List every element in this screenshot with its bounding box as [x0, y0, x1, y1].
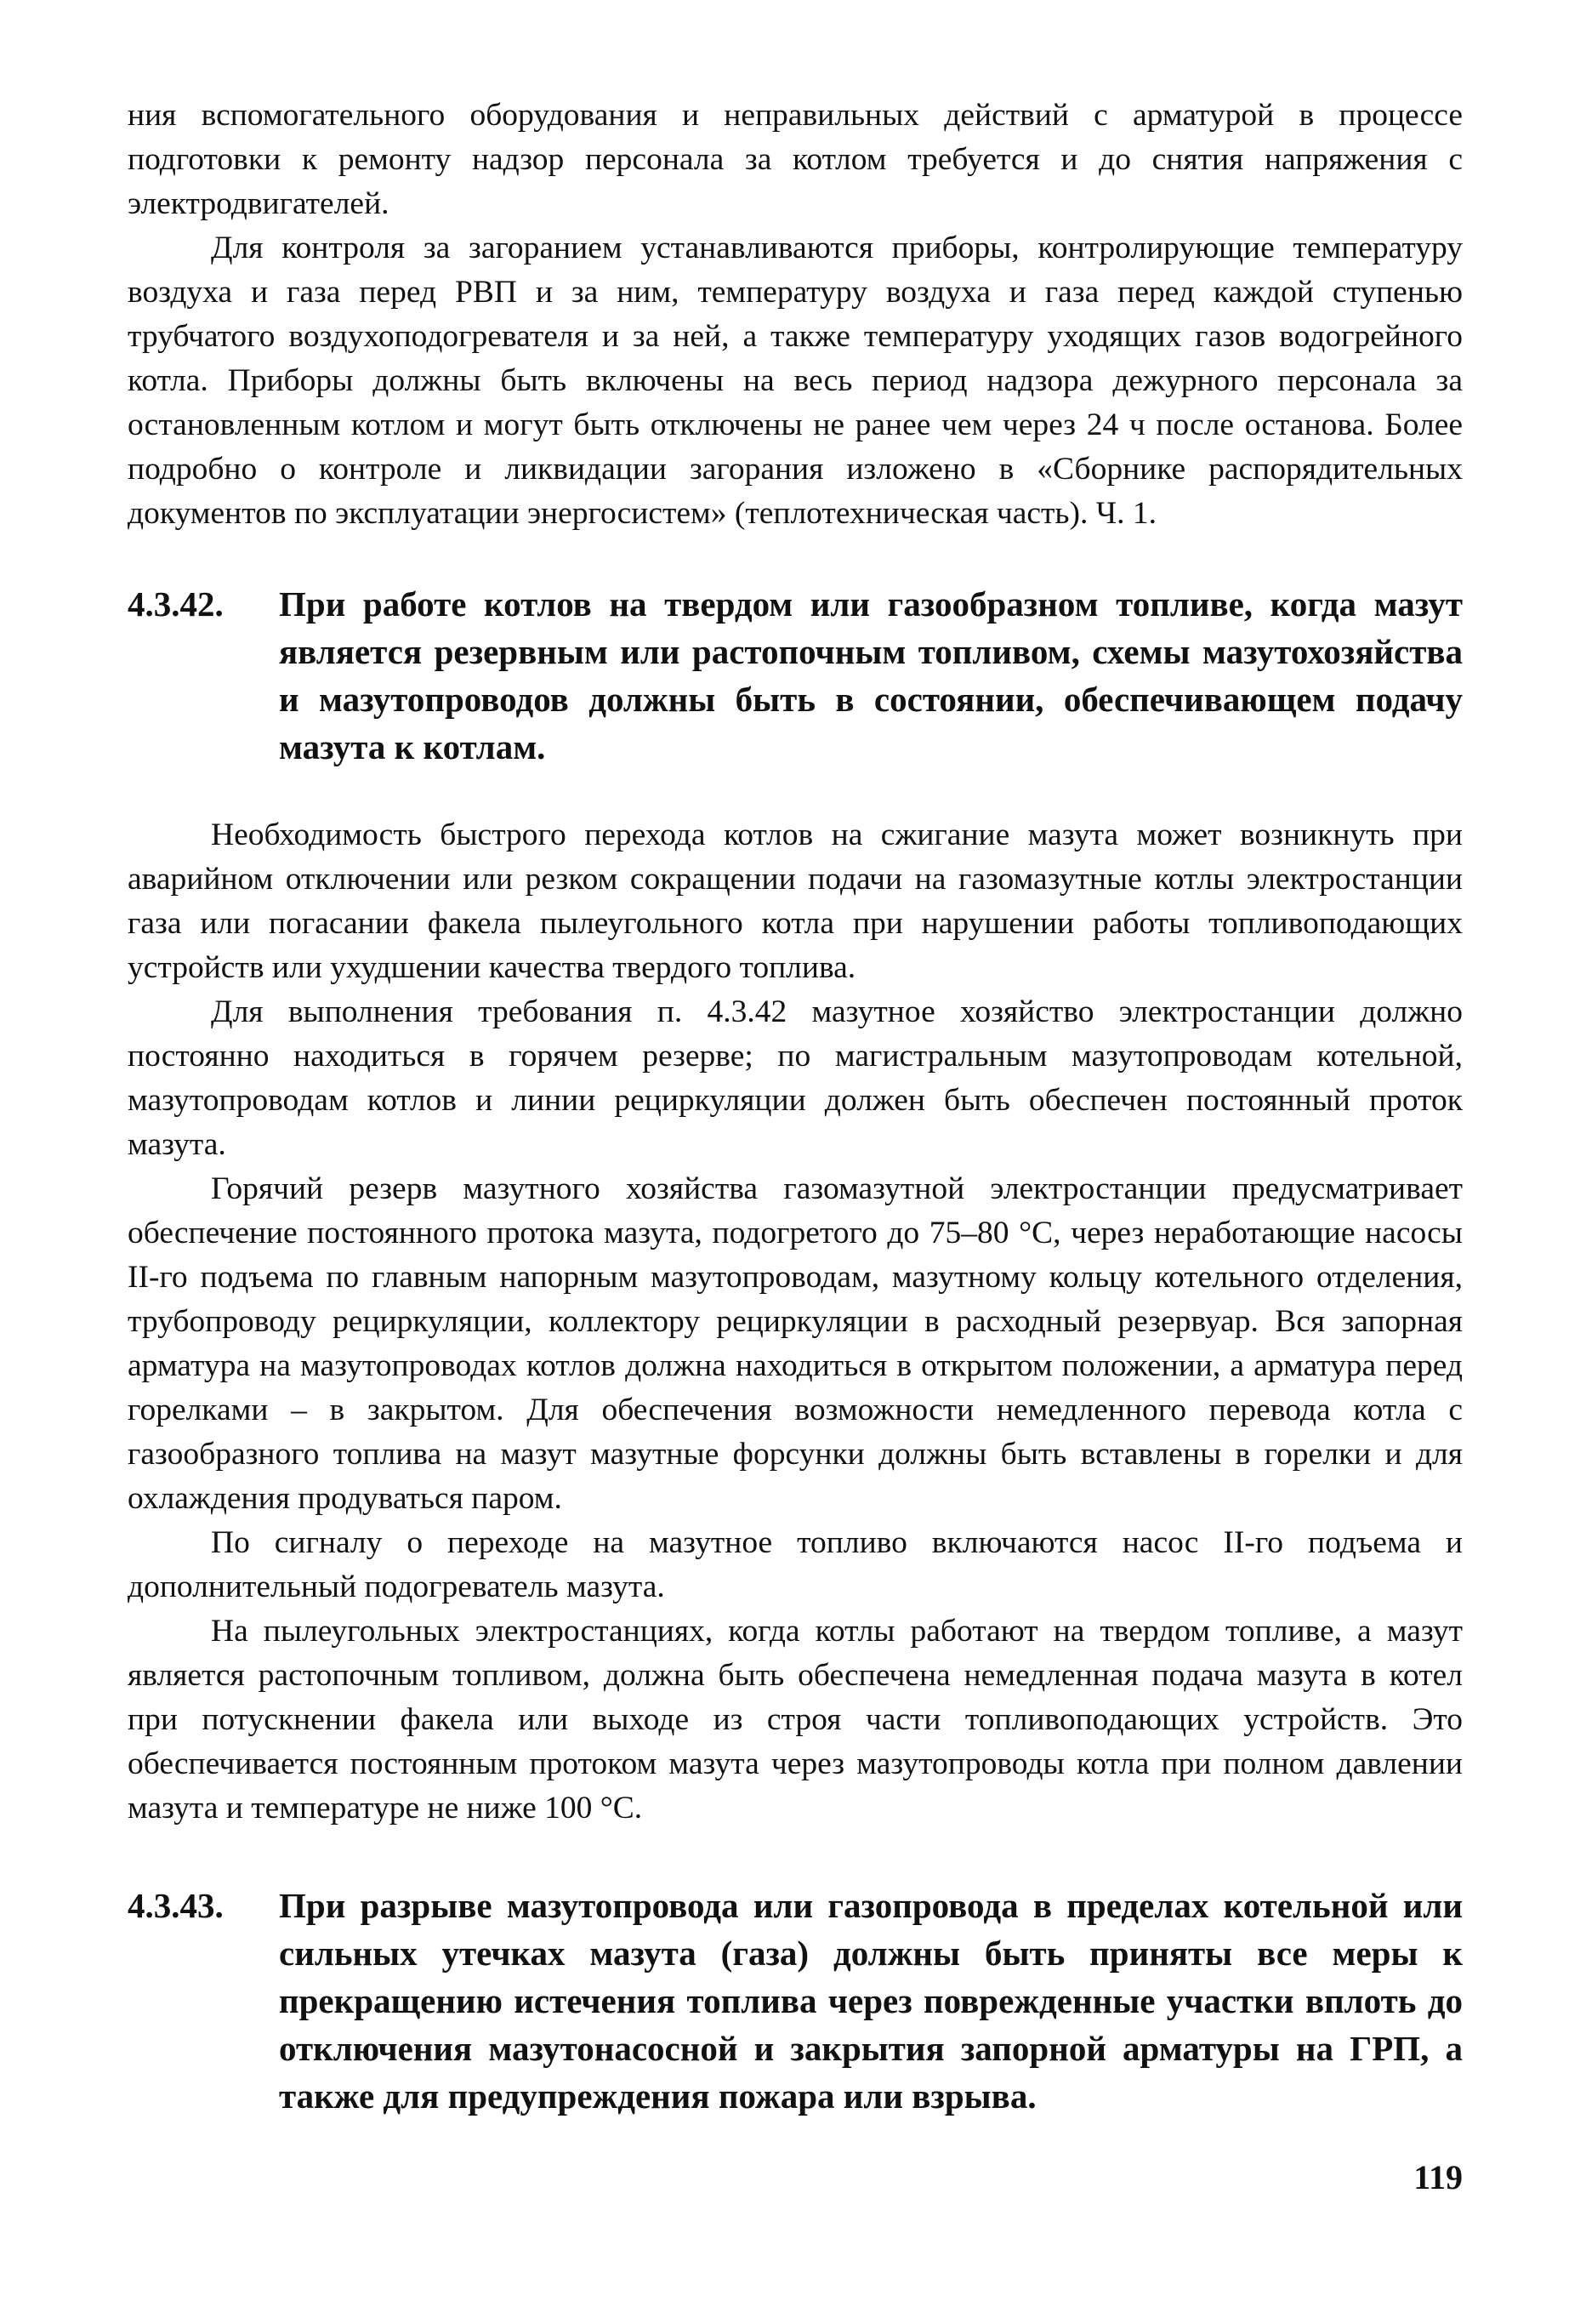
section-number: 4.3.43.: [128, 1886, 224, 1925]
paragraph-fuel-switch-need: Необходимость быстрого перехода котлов на сжигание мазута может возникнуть при аварийном отключении или резком сокращении подачи на газомазутные котлы электростанции газа или погасании факела пылеугольного котла при нарушении работы топливоподающих устройств или ухудшении качества твердого топлива.: [128, 817, 1463, 985]
paragraph-hot-reserve-requirement: Для выполнения требования п. 4.3.42 мазутное хозяйство электростанции должно постоянно находиться в горячем резерве; по магистральным мазутопроводам котельной, мазутопроводам котлов и линии рециркуляции должен быть обеспечен постоянный проток мазута.: [128, 994, 1463, 1162]
section-title: При разрыве мазутопровода или газопровода в пределах котельной или сильных утечках мазута (газа) должны быть приняты все меры к прекращению истечения топлива через поврежденные участки вплоть до отключения мазутонасосной и закрытия запорной арматуры на ГРП, а также для предупреждения пожара или взрыва.: [279, 1886, 1463, 2116]
page-number: 119: [1413, 2158, 1463, 2196]
paragraph-signal-switch: По сигналу о переходе на мазутное топливо включаются насос II-го подъема и дополнительный подогреватель мазута.: [128, 1525, 1463, 1604]
section-title: При работе котлов на твердом или газообразном топливе, когда мазут является резервным или растопочным топливом, схемы мазутохозяйства и мазутопроводов должны быть в состоянии, обеспечивающем подачу мазута к котлам.: [279, 584, 1463, 766]
paragraph-continuation: ния вспомогательного оборудования и неправильных действий с арматурой в процессе подготовки к ремонту надзор персонала за котлом требуется и до снятия напряжения с электродвигателей.: [128, 98, 1463, 221]
paragraph-coal-plants: На пылеугольных электростанциях, когда котлы работают на твердом топливе, а мазут является растопочным топливом, должна быть обеспечена немедленная подача мазута в котел при потускнении факела или выходе из строя части топливоподающих устройств. Это обеспечивается постоянным протоком мазута через мазутопроводы котла при полном давлении мазута и температуре не ниже 100 °С.: [128, 1614, 1463, 1826]
paragraph-hot-reserve-description: Горячий резерв мазутного хозяйства газомазутной электростанции предусматривает обеспечение постоянного протока мазута, подогретого до 75–80 °С, через неработающие насосы II-го подъема по главным напорным мазутопроводам, мазутному кольцу котельного отделения, трубопроводу рециркуляции, коллектору рециркуляции в расходный резервуар. Вся запорная арматура на мазутопроводах котлов должна находиться в открытом положении, а арматура перед горелками – в закрытом. Для обеспечения возможности немедленного перевода котла с газообразного топлива на мазут мазутные форсунки должны быть вставлены в горелки и для охлаждения продуваться паром.: [128, 1171, 1463, 1516]
page-content: [128, 94, 1463, 2120]
section-4-3-43: [128, 1882, 1463, 2120]
section-number: 4.3.42.: [128, 584, 224, 624]
paragraph-ignition-control: Для контроля за загоранием устанавливаются приборы, контролирующие температуру воздуха и газа перед РВП и за ним, температуру воздуха и газа перед каждой ступенью трубчатого воздухоподогревателя и за ней, а также температуру уходящих газов водогрейного котла. Приборы должны быть включены на весь период надзора дежурного персонала за остановленным котлом и могут быть отключены не ранее чем через 24 ч после останова. Более подробно о контроле и ликвидации загорания изложено в «Сборнике распорядительных документов по эксплуатации энергосистем» (теплотехническая часть). Ч. 1.: [128, 231, 1463, 531]
section-4-3-42: [128, 580, 1463, 771]
